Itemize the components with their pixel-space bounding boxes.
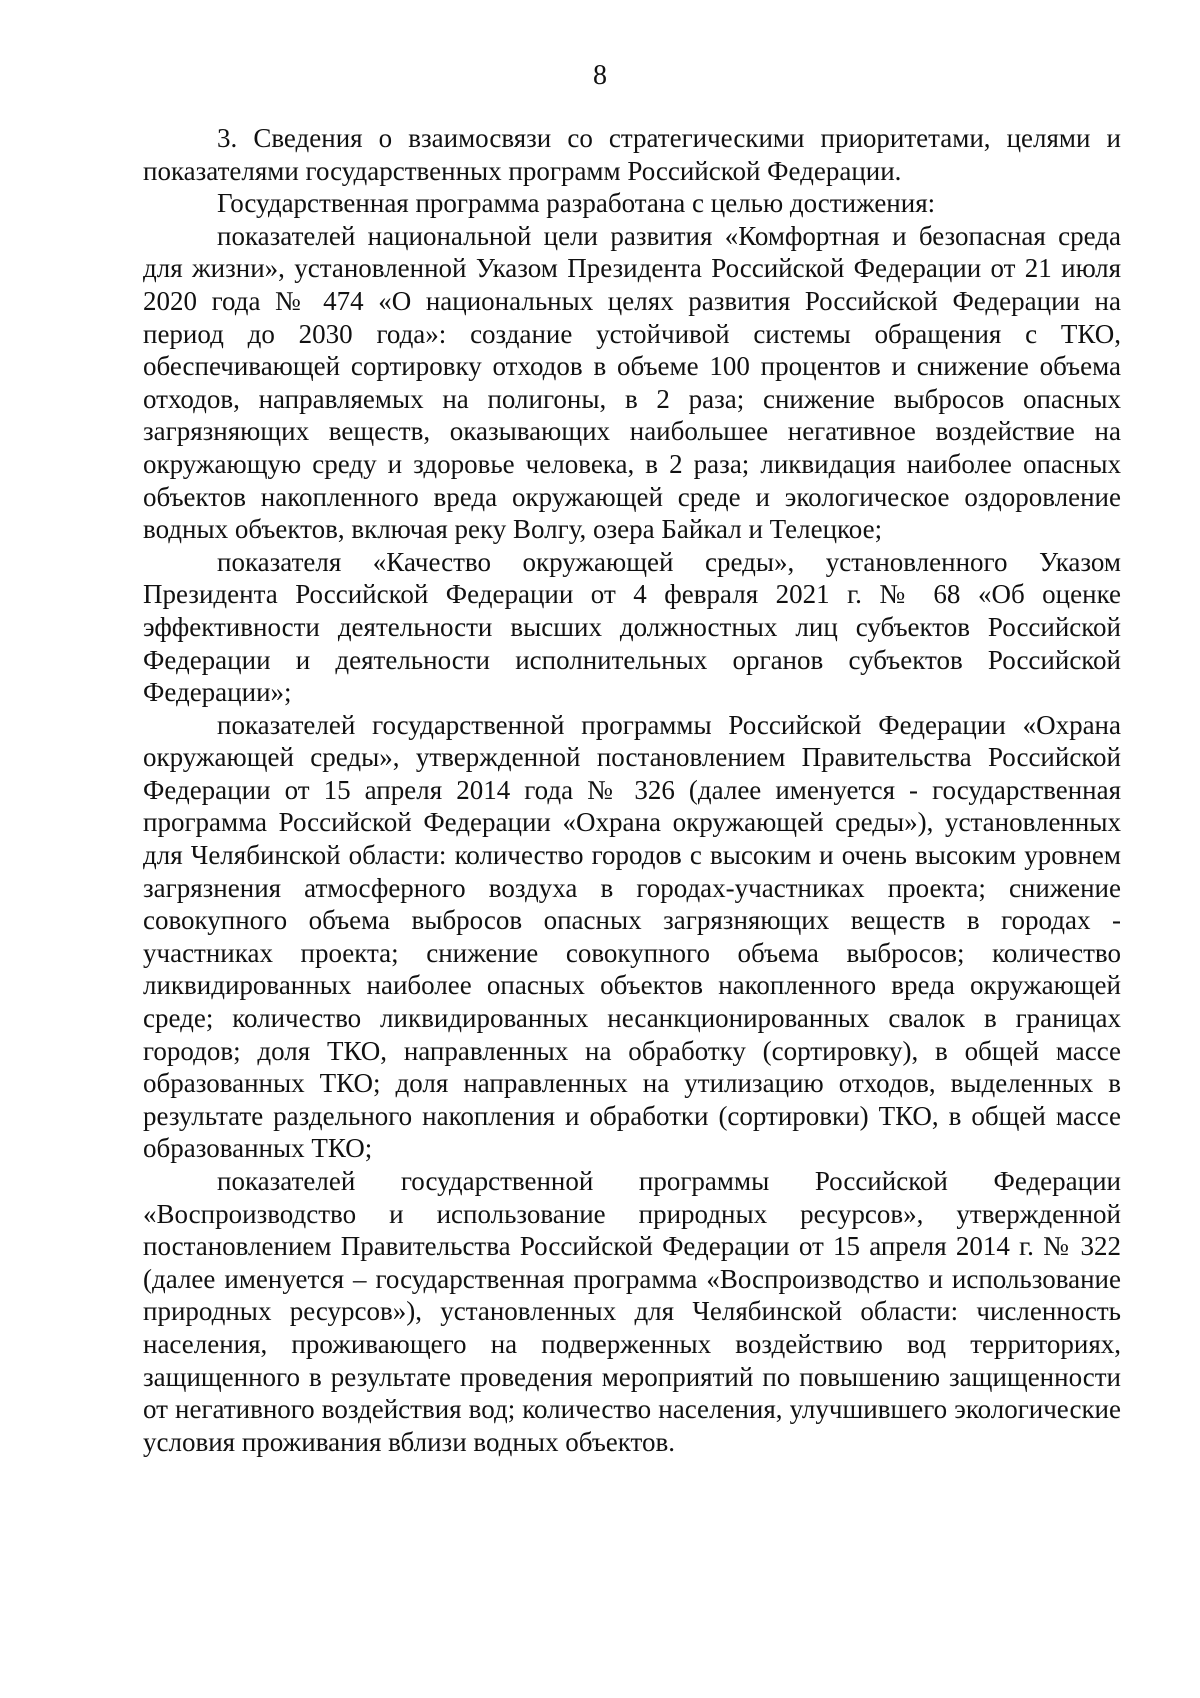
environment-protection-program-paragraph: показателей государственной программы Российской Федерации «Охрана окружающей среды», утвержденной постановлением Правительства Российской Федерации от 15 апреля 2014 года № 326 (далее именуется - государственная программа Российской Федерации «Охрана окружающей среды»), установленных для Челябинской области: количество городов с высоким и очень высоким уровнем загрязнения атмосферного воздуха в городах-участниках проекта; снижение совокупного объема выбросов опасных загрязняющих веществ в городах - участниках проекта; снижение совокупного объема выбросов; количество ликвидированных наиболее опасных объектов накопленного вреда окружающей среде; количество ликвидированных несанкционированных свалок в границах городов; доля ТКО, направленных на обработку (сортировку), в общей массе образованных ТКО; доля направленных на утилизацию отходов, выделенных в результате раздельного накопления и обработки (сортировки) ТКО, в общей массе образованных ТКО; <box>143 709 1121 1164</box>
national-goal-paragraph: показателей национальной цели развития «Комфортная и безопасная среда для жизни», установленной Указом Президента Российской Федерации от 21 июля 2020 года № 474 «О национальных целях развития Российской Федерации на период до 2030 года»: создание устойчивой системы обращения с ТКО, обеспечивающей сортировку отходов в объеме 100 процентов и снижение объема отходов, направляемых на полигоны, в 2 раза; снижение выбросов опасных загрязняющих веществ, оказывающих наибольшее негативное воздействие на окружающую среду и здоровье человека, в 2 раза; ликвидация наиболее опасных объектов накопленного вреда окружающей среде и экологическое оздоровление водных объектов, включая реку Волгу, озера Байкал и Телецкое; <box>143 220 1121 545</box>
document-body <box>143 122 1121 1458</box>
natural-resources-program-paragraph: показателей государственной программы Российской Федерации «Воспроизводство и использование природных ресурсов», утвержденной постановлением Правительства Российской Федерации от 15 апреля 2014 г. № 322 (далее именуется – государственная программа «Воспроизводство и использование природных ресурсов»), установленных для Челябинской области: численность населения, проживающего на подверженных воздействию вод территориях, защищенного в результате проведения мероприятий по повышению защищенности от негативного воздействия вод; количество населения, улучшившего экологические условия проживания вблизи водных объектов. <box>143 1166 1121 1457</box>
intro-paragraph: Государственная программа разработана с целью достижения: <box>217 188 936 219</box>
environment-quality-paragraph: показателя «Качество окружающей среды», установленного Указом Президента Российской Федерации от 4 февраля 2021 г. № 68 «Об оценке эффективности деятельности высших должностных лиц субъектов Российской Федерации и деятельности исполнительных органов субъектов Российской Федерации»; <box>143 546 1121 708</box>
page-number: 8 <box>593 60 607 91</box>
section-heading-paragraph: 3. Сведения о взаимосвязи со стратегическими приоритетами, целями и показателями государственных программ Российской Федерации. <box>143 123 1121 186</box>
